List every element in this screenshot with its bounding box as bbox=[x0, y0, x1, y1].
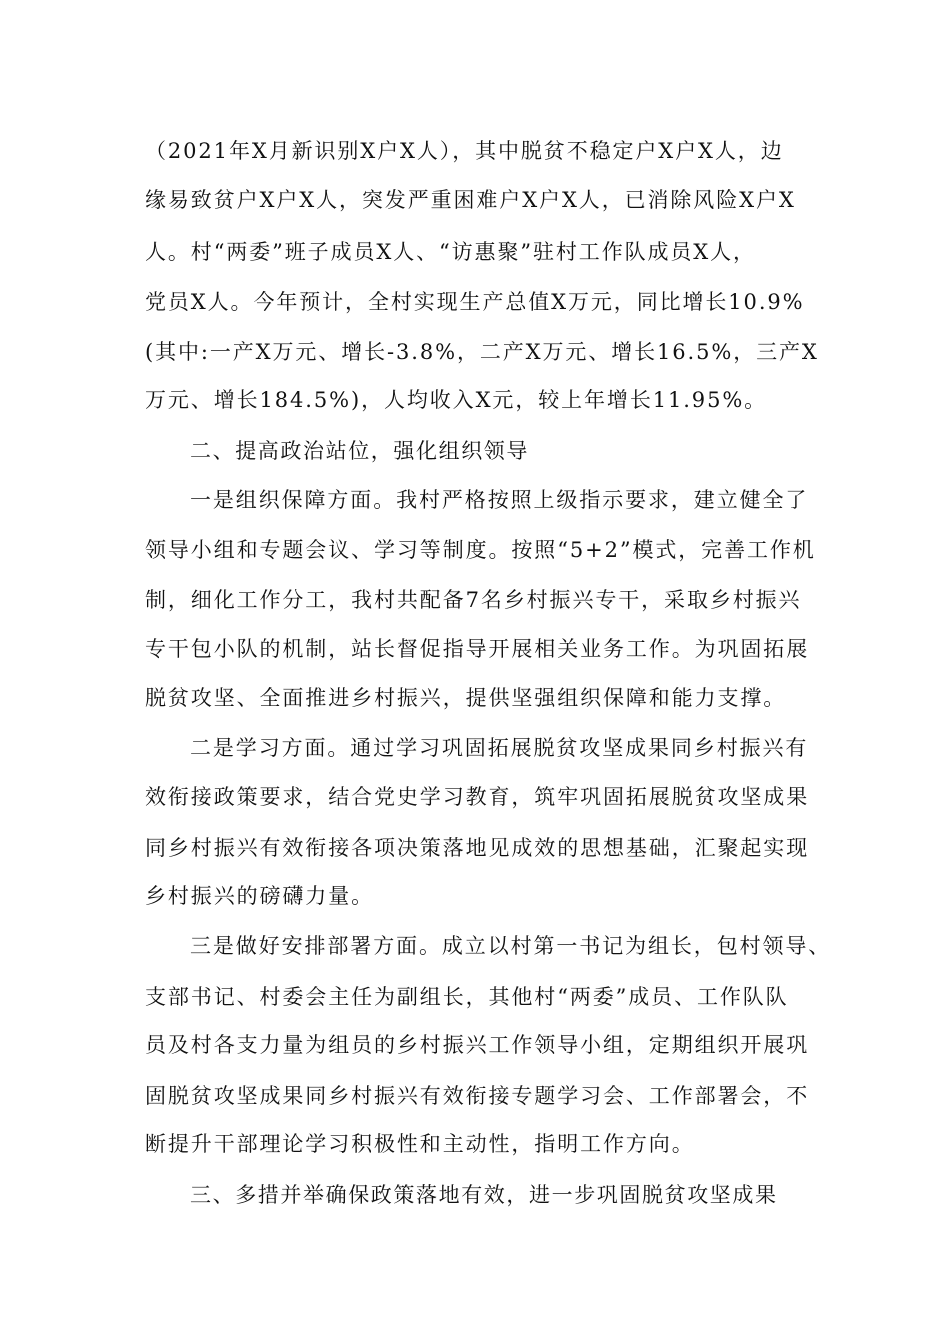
paragraph-line: 三是做好安排部署方面。成立以村第一书记为组长，包村领导、 bbox=[190, 934, 832, 958]
paragraph-line: 二是学习方面。通过学习巩固拓展脱贫攻坚成果同乡村振兴有 bbox=[190, 736, 809, 760]
paragraph-line: 固脱贫攻坚成果同乡村振兴有效衔接专题学习会、工作部署会，不 bbox=[145, 1084, 810, 1108]
paragraph-line: 一是组织保障方面。我村严格按照上级指示要求，建立健全了 bbox=[190, 488, 809, 512]
section-heading: 三、多措并举确保政策落地有效，进一步巩固脱贫攻坚成果 bbox=[190, 1183, 778, 1207]
paragraph-line: 员及村各支力量为组员的乡村振兴工作领导小组，定期组织开展巩 bbox=[145, 1033, 810, 1057]
paragraph-line: 领导小组和专题会议、学习等制度。按照“5+2”模式，完善工作机 bbox=[145, 538, 816, 562]
paragraph-line: 专干包小队的机制，站长督促指导开展相关业务工作。为巩固拓展 bbox=[145, 637, 810, 661]
paragraph-line: 万元、增长184.5%)，人均收入X元，较上年增长11.95%。 bbox=[145, 388, 768, 412]
paragraph-line: 脱贫攻坚、全面推进乡村振兴，提供坚强组织保障和能力支撑。 bbox=[145, 686, 787, 710]
paragraph-line: 缘易致贫户X户X人，突发严重困难户X户X人，已消除风险X户X bbox=[145, 188, 796, 212]
paragraph-line: （2021年X月新识别X户X人），其中脱贫不稳定户X户X人，边 bbox=[145, 139, 784, 163]
paragraph-line: (其中:一产X万元、增长-3.8%，二产X万元、增长16.5%，三产X bbox=[145, 340, 819, 364]
section-heading: 二、提高政治站位，强化组织领导 bbox=[190, 439, 529, 463]
paragraph-line: 人。村“两委”班子成员X人、“访惠聚”驻村工作队成员X人， bbox=[145, 240, 756, 264]
paragraph-line: 支部书记、村委会主任为副组长，其他村“两委”成员、工作队队 bbox=[145, 985, 789, 1009]
paragraph-line: 乡村振兴的磅礴力量。 bbox=[145, 884, 374, 908]
paragraph-line: 效衔接政策要求，结合党史学习教育，筑牢巩固拓展脱贫攻坚成果 bbox=[145, 785, 810, 809]
paragraph-line: 同乡村振兴有效衔接各项决策落地见成效的思想基础，汇聚起实现 bbox=[145, 836, 810, 860]
paragraph-line: 党员X人。今年预计，全村实现生产总值X万元，同比增长10.9% bbox=[145, 290, 805, 314]
paragraph-line: 断提升干部理论学习积极性和主动性，指明工作方向。 bbox=[145, 1132, 695, 1156]
paragraph-line: 制，细化工作分工，我村共配备7名乡村振兴专干，采取乡村振兴 bbox=[145, 588, 802, 612]
